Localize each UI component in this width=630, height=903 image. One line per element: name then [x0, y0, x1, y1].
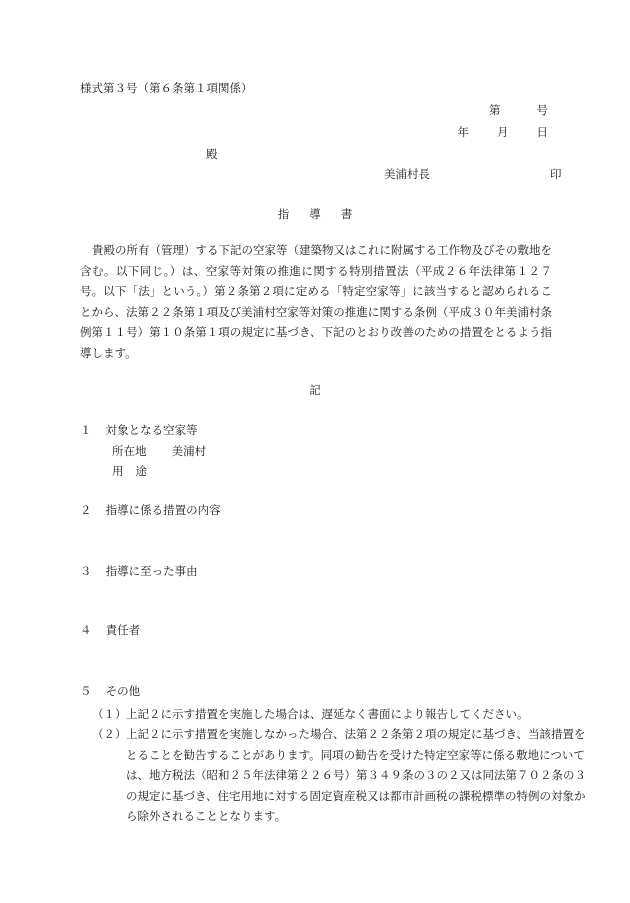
other-item: [92, 724, 588, 827]
section-heading: [80, 422, 198, 438]
other-item: [92, 704, 588, 725]
month-label: 月: [497, 125, 509, 139]
section-number: ２: [80, 503, 92, 517]
section-label: 責任者: [105, 623, 141, 637]
section-label: 対象となる空家等: [105, 423, 198, 437]
seal-mark: 印: [550, 167, 562, 181]
section-number: ５: [80, 684, 92, 698]
body-paragraph: 貴殿の所有（管理）する下記の空家等（建築物又はこれに附属する工作物及びその敷地を含む。以下同じ。）は、空家等対策の推進に関する特別措置法（平成２６年法律第１２７号。以下「法」という。）第２条第２項に定める「特定空家等」に該当すると認められることから、法第２２条第１項及び美浦村空家等対策の推進に関する条例（平成３０年美浦村条例第１１号）第１０条第１項の規定に基づき、下記のとおり改善のための措置をとるよう指導します。: [80, 243, 552, 360]
use-row: [112, 463, 168, 479]
location-label: 所在地: [112, 444, 147, 458]
form-number: 様式第３号（第６条第１項関係）: [80, 81, 253, 95]
use-label: 用途: [112, 464, 159, 478]
location-row: [112, 443, 206, 459]
section-heading: [80, 622, 140, 638]
other-item-number: （１）: [92, 707, 127, 721]
section-label: 指導に至った事由: [105, 564, 198, 578]
section-heading: [80, 683, 140, 699]
section-number: １: [80, 423, 92, 437]
sender-line: [384, 166, 562, 182]
date-line: [458, 124, 549, 140]
ki-heading: 記: [309, 383, 321, 397]
number-label: 第: [489, 103, 501, 117]
addressee: 殿: [206, 147, 218, 161]
section-number: ４: [80, 623, 92, 637]
day-label: 日: [536, 125, 548, 139]
section-heading: [80, 563, 198, 579]
section-label: 指導に係る措置の内容: [105, 503, 221, 517]
other-item-number: （２）: [92, 727, 127, 741]
section-heading: [80, 502, 221, 518]
section-label: その他: [105, 684, 141, 698]
other-item-text: 上記２に示す措置を実施した場合は、遅延なく書面により報告してください。: [126, 707, 529, 721]
location-value: 美浦村: [171, 444, 207, 458]
other-item-text: 上記２に示す措置を実施しなかった場合、法第２２条第２項の規定に基づき、当該措置をとることを勧告することがあります。同項の勧告を受けた特定空家等に係る敷地については、地方税法（昭和２５年法律第２２６号）第３４９条の３の２又は同法第７０２条の３の規定に基づき、住宅用地に対する固定資産税又は都市計画税の課税標準の特例の対象から除外されることとなります。: [126, 727, 586, 823]
sender-name: 美浦村長: [384, 167, 430, 181]
section-number: ３: [80, 564, 92, 578]
year-label: 年: [457, 125, 469, 139]
number-suffix: 号: [536, 103, 548, 117]
document-number-line: [489, 102, 548, 118]
document-title: 指導書: [277, 207, 373, 221]
